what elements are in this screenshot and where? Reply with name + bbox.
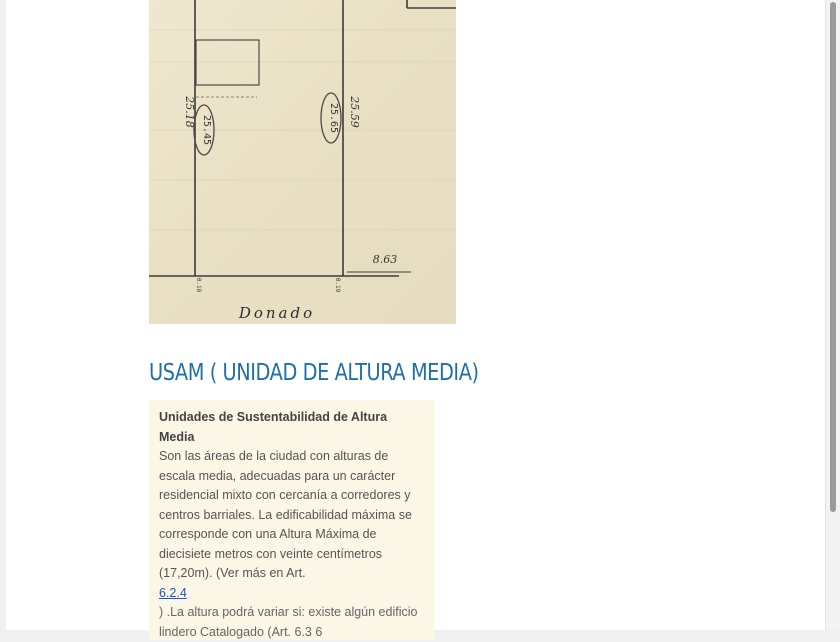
street-name-label: Donado <box>238 304 316 322</box>
corner-dimension-label: 8.63 <box>372 253 398 266</box>
section-title: USAM ( UNIDAD DE ALTURA MEDIA) <box>149 360 479 386</box>
info-body-text: Son las áreas de la ciudad con alturas de escala media, adecuadas para un carácter residencial mixto con cercanía a corredores y centros barriales. La edificabilidad máxima se corresponde con una Altura Máxima de diecisiete metros con veinte centímetros (17,20m). (Ver más en Art. <box>159 449 412 580</box>
dimension-label-right: 25.65 <box>328 102 339 134</box>
left-post-label: 0.18 <box>195 277 202 293</box>
info-heading: Unidades de Sustentabilidad de Altura Media <box>159 410 388 444</box>
page-content <box>6 0 826 639</box>
cadastral-plan-drawing <box>149 0 456 324</box>
scrollbar-thumb[interactable] <box>830 2 836 512</box>
info-body <box>159 447 425 584</box>
article-link[interactable]: 6.2.4 <box>159 585 187 600</box>
vertical-scrollbar[interactable] <box>825 0 840 630</box>
zoning-info-box <box>149 400 434 640</box>
dimension-label-left: 25.45 <box>201 114 212 146</box>
dimension-label-right-outer: 25.59 <box>348 96 361 128</box>
dimension-label-left-outer: 25.18 <box>183 96 196 128</box>
zoning-info-text <box>159 408 425 642</box>
info-continuation: ) .La altura podrá variar si: existe algún edificio lindero Catalogado (Art. 6.3 6 <box>159 605 418 639</box>
cadastral-plan-image <box>149 0 456 324</box>
right-post-label: 0.19 <box>334 277 341 293</box>
